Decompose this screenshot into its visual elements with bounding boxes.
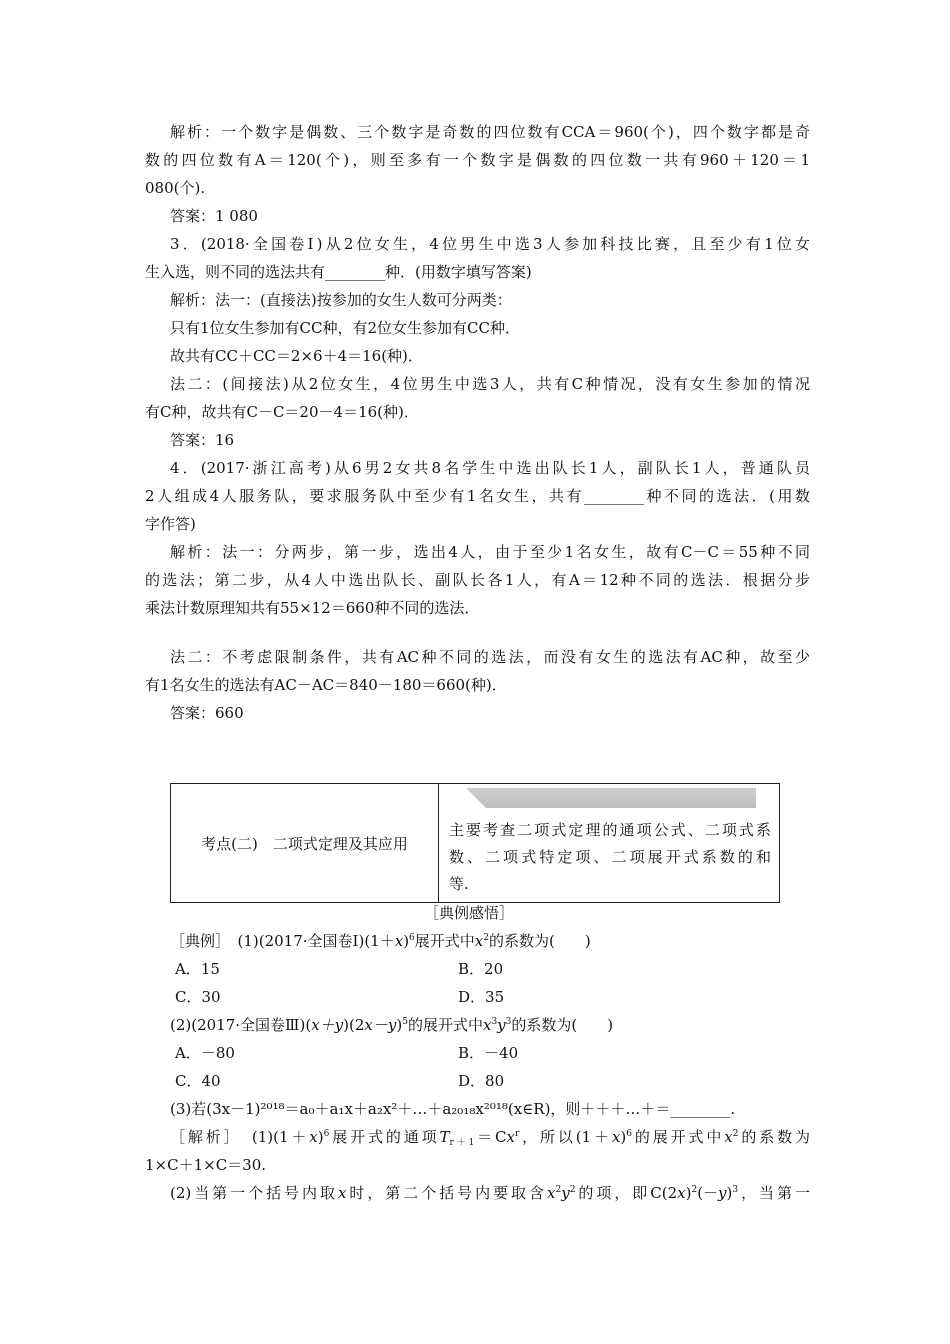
option-a: A．－80 (175, 1044, 235, 1062)
answer: 答案：660 (170, 704, 244, 722)
text-line: 生入选，则不同的选法共有________种．(用数字填写答案) (145, 263, 532, 281)
option-a: A．15 (175, 960, 220, 978)
topic-box (170, 783, 780, 903)
solution-line: ［解析］ $(1)(1+x)^6$展开式的通项$T_{r+1}=Cx^r$，所以$(1+x)^6$的展开式中$x^2$的系数为 (170, 1128, 810, 1148)
topic-desc-line: 数、二项式特定项、二项展开式系数的和 (449, 848, 771, 866)
decorative-banner (466, 788, 756, 808)
text-line: 有1名女生的选法有AC－AC＝840－180＝660(种)． (145, 676, 507, 694)
topic-title-cell (171, 784, 438, 902)
text-line: 法二：不考虑限制条件，共有AC种不同的选法，而没有女生的选法有AC种，故至少 (170, 648, 810, 666)
text-line: 解析：一个数字是偶数、三个数字是奇数的四位数有CCA＝960(个)，四个数字都是奇 (170, 123, 810, 141)
option-d: D．80 (458, 1072, 505, 1090)
text-line: 2人组成4人服务队，要求服务队中至少有1名女生，共有________种不同的选法．(用数 (145, 487, 810, 505)
topic-desc-line: 等. (449, 875, 469, 893)
example-2-stem: (2)(2017·全国卷$Ⅲ)(x+y)(2x-y)^5$的展开式中$x^3y^3$的系数为( ) (170, 1016, 614, 1034)
answer: 答案：16 (170, 431, 235, 449)
question-4: 4．(2017·浙江高考)从6男2女共8名学生中选出队长1人，副队长1人，普通队员 (170, 459, 810, 477)
example-1-stem: ［典例］ (1)(2017·全国卷$Ⅰ)(1+x)^6$展开式中$x^2$的系数为( ) (170, 932, 591, 950)
text-line: 数的四位数有A＝120(个)，则至多有一个数字是偶数的四位数一共有960＋120＝1 (145, 151, 810, 169)
section-title: ［典例感悟］ (424, 904, 515, 922)
option-c: C．30 (175, 988, 221, 1006)
option-b: B．20 (458, 960, 504, 978)
topic-title: 考点(二) 二项式定理及其应用 (201, 834, 408, 853)
text-line: 080(个). (145, 179, 206, 197)
option-b: B．－40 (458, 1044, 519, 1062)
text-line: 乘法计数原理知共有55×12＝660种不同的选法． (145, 599, 480, 617)
question-3: 3．(2018·全国卷Ⅰ)从2位女生，4位男生中选3人参加科技比赛，且至少有1位女 (170, 235, 810, 253)
example-3-stem: (3)若(3x－1)²⁰¹⁸＝a₀＋a₁x＋a₂x²＋…＋a₂₀₁₈x²⁰¹⁸(x∈R)，则＋＋＋…＋＝________. (170, 1100, 736, 1118)
topic-desc-line: 主要考查二项式定理的通项公式、二项式系 (449, 821, 771, 839)
text-line: 法二：(间接法)从2位女生，4位男生中选3人，共有C种情况，没有女生参加的情况 (170, 375, 810, 393)
solution-line: 1×C＋1×C＝30. (145, 1156, 267, 1174)
text-line: 只有1位女生参加有CC种，有2位女生参加有CC种． (170, 319, 520, 337)
text-line: 字作答) (145, 515, 196, 533)
answer: 答案：1 080 (170, 207, 258, 225)
divider (438, 784, 439, 902)
solution-line: (2)当第一个括号内取x时，第二个括号内要取含$x^2y^2$的项，即$C(2x)^2(-y)^3$，当第一 (170, 1184, 810, 1202)
option-d: D．35 (458, 988, 505, 1006)
text-line: 解析：法一：(直接法)按参加的女生人数可分两类： (170, 291, 512, 309)
text-line: 故共有CC＋CC＝2×6＋4＝16(种)． (170, 347, 423, 365)
text-line: 有C种，故共有C－C＝20－4＝16(种)． (145, 403, 419, 421)
text-line: 的选法；第二步，从4人中选出队长、副队长各1人，有A＝12种不同的选法．根据分步 (145, 571, 810, 589)
text-line: 解析：法一：分两步，第一步，选出4人，由于至少1名女生，故有C－C＝55种不同 (170, 543, 810, 561)
option-c: C．40 (175, 1072, 221, 1090)
